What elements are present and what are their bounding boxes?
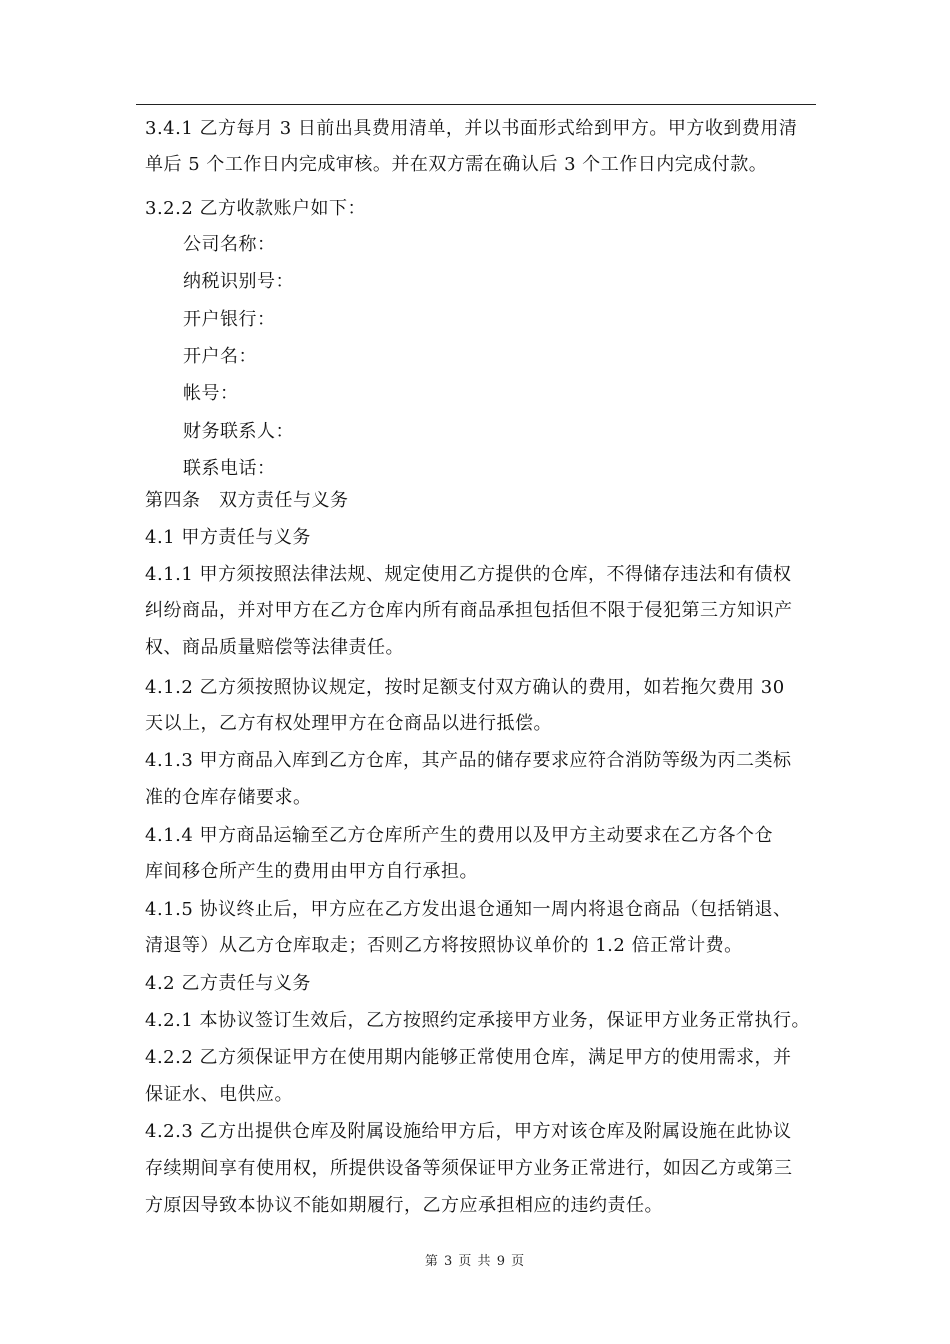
paragraph-line: 4.1.4 甲方商品运输至乙方仓库所产生的费用以及甲方主动要求在乙方各个仓	[145, 825, 774, 846]
paragraph-line: 纠纷商品，并对甲方在乙方仓库内所有商品承担包括但不限于侵犯第三方知识产	[145, 600, 793, 621]
account-field-account-number: 帐号：	[183, 383, 239, 404]
section-heading: 4.1 甲方责任与义务	[145, 527, 311, 548]
paragraph-line: 4.1.3 甲方商品入库到乙方仓库，其产品的储存要求应符合消防等级为丙二类标	[145, 750, 792, 771]
paragraph-line: 4.1.1 甲方须按照法律法规、规定使用乙方提供的仓库，不得储存违法和有债权	[145, 564, 792, 585]
paragraph-line: 4.2.1 本协议签订生效后，乙方按照约定承接甲方业务，保证甲方业务正常执行。	[145, 1010, 811, 1031]
account-field-account-name: 开户名：	[183, 346, 257, 367]
paragraph-line: 库间移仓所产生的费用由甲方自行承担。	[145, 861, 478, 882]
account-field-bank: 开户银行：	[183, 309, 276, 330]
paragraph-line: 权、商品质量赔偿等法律责任。	[145, 637, 404, 658]
paragraph-line: 3.2.2 乙方收款账户如下：	[145, 198, 367, 219]
paragraph-line: 存续期间享有使用权，所提供设备等须保证甲方业务正常进行，如因乙方或第三	[145, 1158, 793, 1179]
account-field-company-name: 公司名称：	[183, 234, 276, 255]
paragraph-line: 4.1.5 协议终止后，甲方应在乙方发出退仓通知一周内将退仓商品（包括销退、	[145, 899, 792, 920]
paragraph-line: 单后 5 个工作日内完成审核。并在双方需在确认后 3 个工作日内完成付款。	[145, 154, 768, 175]
paragraph-line: 方原因导致本协议不能如期履行，乙方应承担相应的违约责任。	[145, 1195, 663, 1216]
paragraph-line: 保证水、电供应。	[145, 1084, 293, 1105]
paragraph-line: 4.1.2 乙方须按照协议规定，按时足额支付双方确认的费用，如若拖欠费用 30	[145, 677, 785, 698]
section-heading: 4.2 乙方责任与义务	[145, 973, 311, 994]
article-heading: 第四条 双方责任与义务	[145, 490, 349, 511]
paragraph-line: 3.4.1 乙方每月 3 日前出具费用清单，并以书面形式给到甲方。甲方收到费用清	[145, 118, 798, 139]
paragraph-line: 4.2.3 乙方出提供仓库及附属设施给甲方后，甲方对该仓库及附属设施在此协议	[145, 1121, 792, 1142]
account-field-phone: 联系电话：	[183, 458, 276, 479]
account-field-finance-contact: 财务联系人：	[183, 421, 294, 442]
paragraph-line: 天以上，乙方有权处理甲方在仓商品以进行抵偿。	[145, 713, 552, 734]
account-field-tax-id: 纳税识别号：	[183, 271, 294, 292]
paragraph-line: 准的仓库存储要求。	[145, 787, 312, 808]
page-footer: 第 3 页 共 9 页	[424, 1254, 526, 1269]
paragraph-line: 4.2.2 乙方须保证甲方在使用期内能够正常使用仓库，满足甲方的使用需求，并	[145, 1047, 792, 1068]
header-rule	[136, 104, 816, 105]
paragraph-line: 清退等）从乙方仓库取走；否则乙方将按照协议单价的 1.2 倍正常计费。	[145, 935, 743, 956]
